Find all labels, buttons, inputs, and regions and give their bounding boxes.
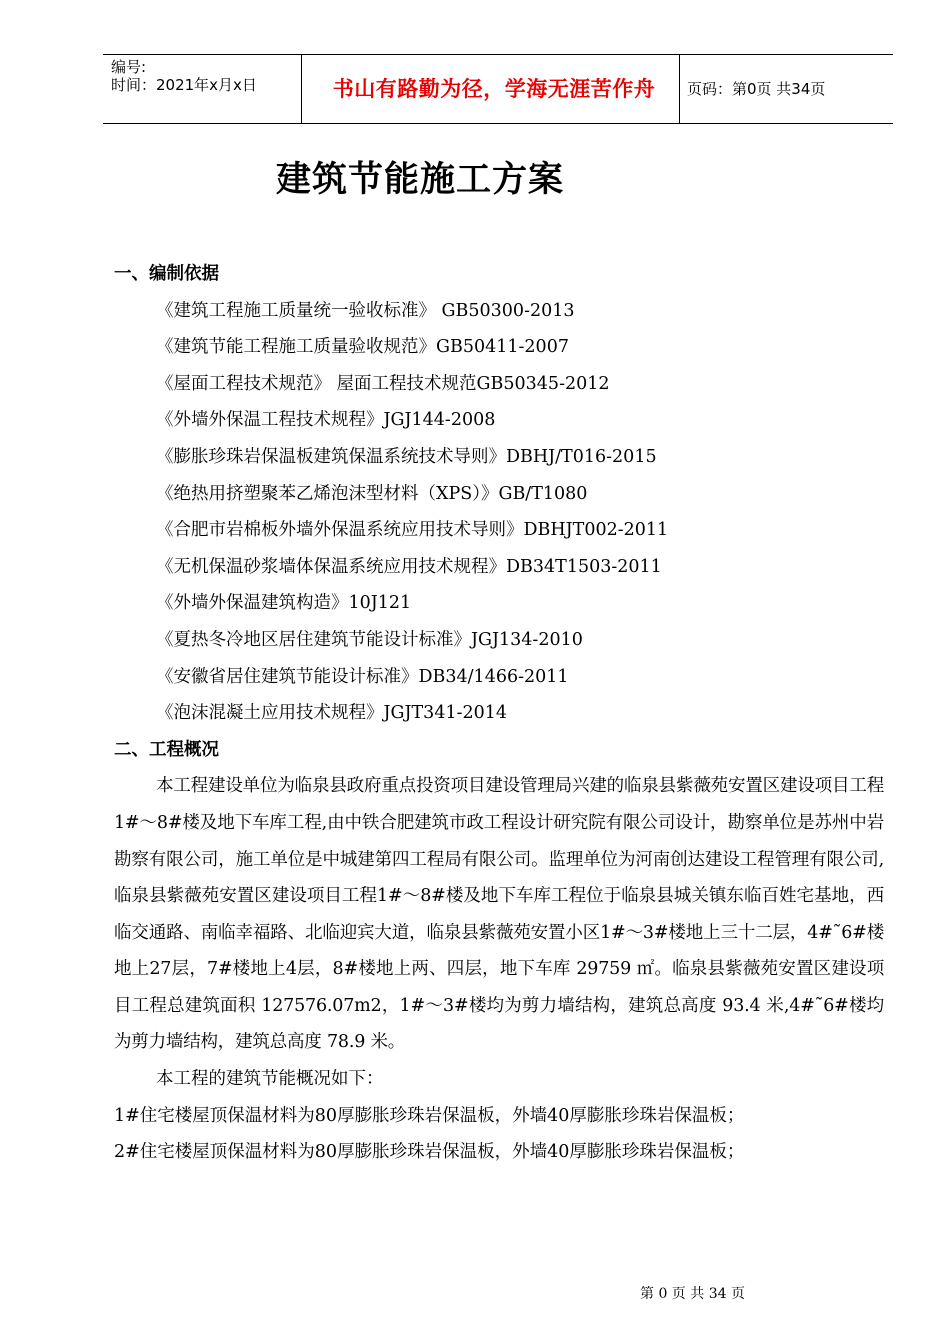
reference-item: 《外墙外保温建筑构造》10J121	[156, 593, 412, 614]
energy-item: 1#住宅楼屋顶保温材料为80厚膨胀珍珠岩保温板，外墙40厚膨胀珍珠岩保温板；	[114, 1105, 745, 1126]
page-header	[103, 54, 893, 124]
reference-item: 《无机保温砂浆墙体保温系统应用技术规程》DB34T1503-2011	[156, 556, 662, 577]
page-footer: 第 0 页 共 34 页	[640, 1286, 745, 1302]
reference-item: 《合肥市岩棉板外墙外保温系统应用技术导则》DBHJT002-2011	[156, 520, 669, 541]
reference-item: 《夏热冬冷地区居住建筑节能设计标准》JGJ134-2010	[156, 629, 583, 650]
document-time: 时间：2021年x月x日	[111, 76, 257, 94]
header-motto: 书山有路勤为径，学海无涯苦作舟	[332, 77, 656, 101]
energy-item: 2#住宅楼屋顶保温材料为80厚膨胀珍珠岩保温板，外墙40厚膨胀珍珠岩保温板；	[114, 1142, 745, 1163]
reference-item: 《建筑节能工程施工质量验收规范》GB50411-2007	[156, 337, 569, 358]
header-page-info: 页码：第0页 共34页	[687, 80, 826, 98]
overview-paragraph: 本工程建设单位为临泉县政府重点投资项目建设管理局兴建的临泉县紫薇苑安置区建设项目工程1#～8#楼及地下车库工程,由中铁合肥建筑市政工程设计研究院有限公司设计，勘察单位是苏州中岩勘察有限公司，施工单位是中城建第四工程局有限公司。监理单位为河南创达建设工程管理有限公司,临泉县紫薇苑安置区建设项目工程1#～8#楼及地下车库工程位于临泉县城关镇东临百姓宅基地，西临交通路、南临幸福路、北临迎宾大道，临泉县紫薇苑安置小区1#～3#楼地上三十二层，4#˜6#楼地上27层，7#楼地上4层，8#楼地上两、四层，地下车库 29759 ㎡。临泉县紫薇苑安置区建设项目工程总建筑面积 127576.07m2，1#～3#楼均为剪力墙结构，建筑总高度 93.4 米,4#˜6#楼均为剪力墙结构，建筑总高度 78.9 米。	[114, 776, 884, 1053]
document-number-label: 编号:	[111, 58, 147, 76]
section-heading-basis: 一、编制依据	[114, 264, 219, 284]
reference-item: 《泡沫混凝土应用技术规程》JGJT341-2014	[156, 703, 508, 724]
reference-item: 《外墙外保温工程技术规程》JGJ144-2008	[156, 410, 496, 431]
document-title: 建筑节能施工方案	[275, 160, 564, 200]
reference-item: 《建筑工程施工质量统一验收标准》 GB50300-2013	[156, 300, 575, 321]
reference-item: 《绝热用挤塑聚苯乙烯泡沫型材料（XPS）》GB/T1080	[156, 483, 588, 504]
document-body	[114, 256, 884, 1171]
header-meta	[111, 58, 301, 94]
section-heading-overview: 二、工程概况	[114, 739, 219, 760]
header-divider-right	[679, 55, 680, 123]
reference-item: 《膨胀珍珠岩保温板建筑保温系统技术导则》DBHJ/T016-2015	[156, 446, 657, 467]
energy-intro: 本工程的建筑节能概况如下：	[156, 1069, 384, 1090]
reference-item: 《安徽省居住建筑节能设计标准》DB34/1466-2011	[156, 666, 569, 687]
header-divider-left	[301, 55, 302, 123]
reference-item: 《屋面工程技术规范》 屋面工程技术规范GB50345-2012	[156, 373, 610, 394]
